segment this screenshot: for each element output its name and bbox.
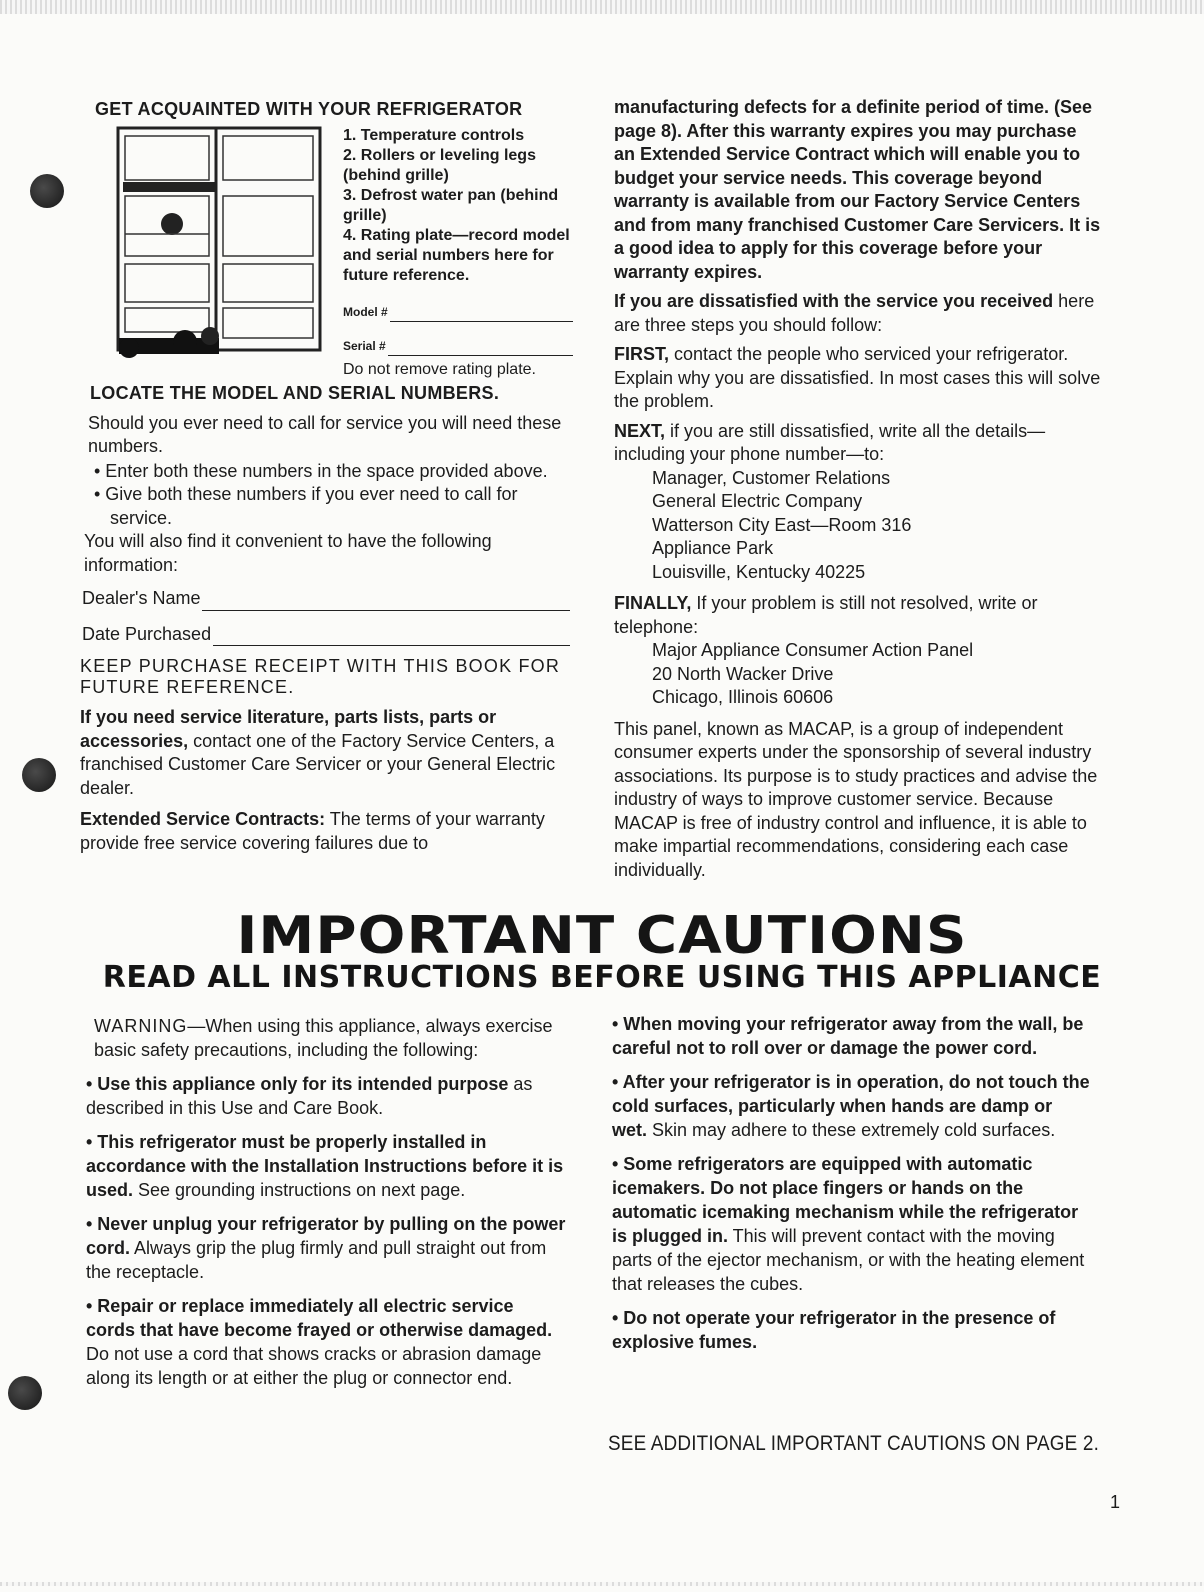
dealer-name-label: Dealer's Name — [82, 588, 201, 608]
caution-item: • When moving your refrigerator away from the wall, be careful not to roll over or damage the power cord. — [612, 1014, 1084, 1058]
binder-hole-bottom — [8, 1376, 42, 1410]
locate-intro: Should you ever need to call for service you will need these numbers. — [88, 412, 562, 456]
important-cautions-title: IMPORTANT CAUTIONS — [236, 906, 968, 966]
serial-number-field[interactable] — [343, 336, 573, 356]
parts-item-1: 1. Temperature controls — [343, 127, 525, 144]
scan-artifact-top — [0, 0, 1204, 14]
binder-hole-middle — [22, 758, 56, 792]
next-step: NEXT, if you are still dissatisfied, write all the details—including your phone number—to: — [614, 420, 1046, 464]
caution-item: • Some refrigerators are equipped with automatic icemakers. Do not place fingers or hands on the automatic icemaking mechanism while the refrigerator is plugged in. This will prevent contact with the moving parts of the ejector mechanism, or with the heating element that releases the cubes. — [612, 1154, 1085, 1294]
locate-bullet-2: • Give both these numbers if you ever need to call for service. — [94, 484, 518, 528]
date-purchased-field[interactable] — [82, 623, 570, 647]
parts-item-3: 3. Defrost water pan (behind grille) — [343, 187, 559, 224]
rating-plate-note: Do not remove rating plate. — [343, 361, 536, 378]
cautions-left-column — [86, 1014, 566, 1400]
refrigerator-diagram — [115, 124, 325, 360]
model-label: Model # — [343, 305, 388, 319]
date-purchased-label: Date Purchased — [82, 623, 212, 644]
left-column-body — [80, 382, 570, 863]
address-line: Major Appliance Consumer Action Panel — [652, 640, 974, 660]
binder-hole-top — [30, 174, 64, 208]
read-all-instructions-subtitle: READ ALL INSTRUCTIONS BEFORE USING THIS APPLIANCE — [102, 960, 1102, 995]
extended-service-paragraph: Extended Service Contracts: The terms of your warranty provide free service covering failures due to — [80, 809, 545, 853]
parts-item-2: 2. Rollers or leveling legs (behind grille) — [343, 147, 536, 184]
parts-item-4: 4. Rating plate—record model and serial numbers here for future reference. — [343, 227, 570, 284]
caution-item: • Use this appliance only for its intended purpose as described in this Use and Care Book. — [86, 1074, 533, 1118]
refrigerator-illustration — [115, 124, 325, 360]
scan-artifact-bottom — [0, 1582, 1204, 1586]
warranty-continuation: manufacturing defects for a definite period of time. (See page 8). After this warranty expires you may purchase an Extended Service Contract which will enable you to budget your service needs. This coverage beyond warranty is available from our Factory Service Centers and from many franchised Customer Care Servicers. It is a good idea to apply for this coverage before your warranty expires. — [614, 97, 1101, 282]
dealer-name-field[interactable] — [82, 587, 570, 611]
address-line: General Electric Company — [652, 491, 863, 511]
left-column-top — [80, 98, 570, 122]
right-column-body — [614, 96, 1102, 890]
dissatisfied-paragraph: If you are dissatisfied with the service you received here are three steps you should follow: — [614, 291, 1095, 335]
address-line: Manager, Customer Relations — [652, 467, 891, 488]
finally-step: FINALLY, If your problem is still not resolved, write or telephone: — [614, 593, 1038, 637]
macap-address — [614, 639, 1102, 710]
locate-bullet-1: • Enter both these numbers in the space provided above. — [94, 460, 548, 481]
acquaint-heading: GET ACQUAINTED WITH YOUR REFRIGERATOR — [95, 99, 523, 119]
serial-label: Serial # — [343, 339, 386, 353]
ge-address — [614, 467, 1102, 585]
address-line: 20 North Wacker Drive — [652, 663, 834, 684]
page-number: 1 — [1110, 1492, 1121, 1512]
caution-item: • This refrigerator must be properly installed in accordance with the Installation Instructions before it is used. See grounding instructions on next page. — [86, 1132, 564, 1200]
keep-receipt-note: KEEP PURCHASE RECEIPT WITH THIS BOOK FOR FUTURE REFERENCE. — [80, 656, 561, 697]
address-line: Watterson City East—Room 316 — [652, 514, 912, 535]
parts-list — [343, 126, 573, 380]
caution-item: • Repair or replace immediately all electric service cords that have become frayed or otherwise damaged. Do not use a cord that shows cracks or abrasion damage along its length or at either the plug or connector end. — [86, 1296, 553, 1388]
locate-heading: LOCATE THE MODEL AND SERIAL NUMBERS. — [90, 383, 500, 403]
caution-item: • After your refrigerator is in operation, do not touch the cold surfaces, particularly when hands are damp or wet. Skin may adhere to these extremely cold surfaces. — [612, 1072, 1090, 1140]
cautions-right-column — [612, 1012, 1090, 1364]
see-additional-cautions: SEE ADDITIONAL IMPORTANT CAUTIONS ON PAGE 2. — [608, 1432, 1100, 1455]
address-line: Appliance Park — [652, 538, 774, 558]
service-literature-paragraph: If you need service literature, parts lists, parts or accessories, contact one of the Factory Service Centers, a franchised Customer Care Servicer or your General Electric dealer. — [80, 707, 556, 798]
locate-also: You will also find it convenient to have the following information: — [84, 531, 492, 575]
caution-item: • Never unplug your refrigerator by pulling on the power cord. Always grip the plug firmly and pull straight out from the receptacle. — [86, 1214, 566, 1282]
address-line: Chicago, Illinois 60606 — [652, 687, 834, 707]
caution-item: • Do not operate your refrigerator in the presence of explosive fumes. — [612, 1308, 1056, 1352]
first-step: FIRST, contact the people who serviced your refrigerator. Explain why you are dissatisfied. In most cases this will solve the problem. — [614, 344, 1101, 411]
warning-paragraph: WARNING—When using this appliance, always exercise basic safety precautions, including the following: — [94, 1016, 553, 1060]
model-number-field[interactable] — [343, 302, 573, 322]
address-line: Louisville, Kentucky 40225 — [652, 561, 866, 582]
macap-description: This panel, known as MACAP, is a group of independent consumer experts under the sponsorship of several industry associations. Its purpose is to study practices and advise the industry of ways to improve customer service. Because MACAP is free of industry control and influence, it is able to make impartial recommendations, considering each case individually. — [614, 718, 1098, 880]
